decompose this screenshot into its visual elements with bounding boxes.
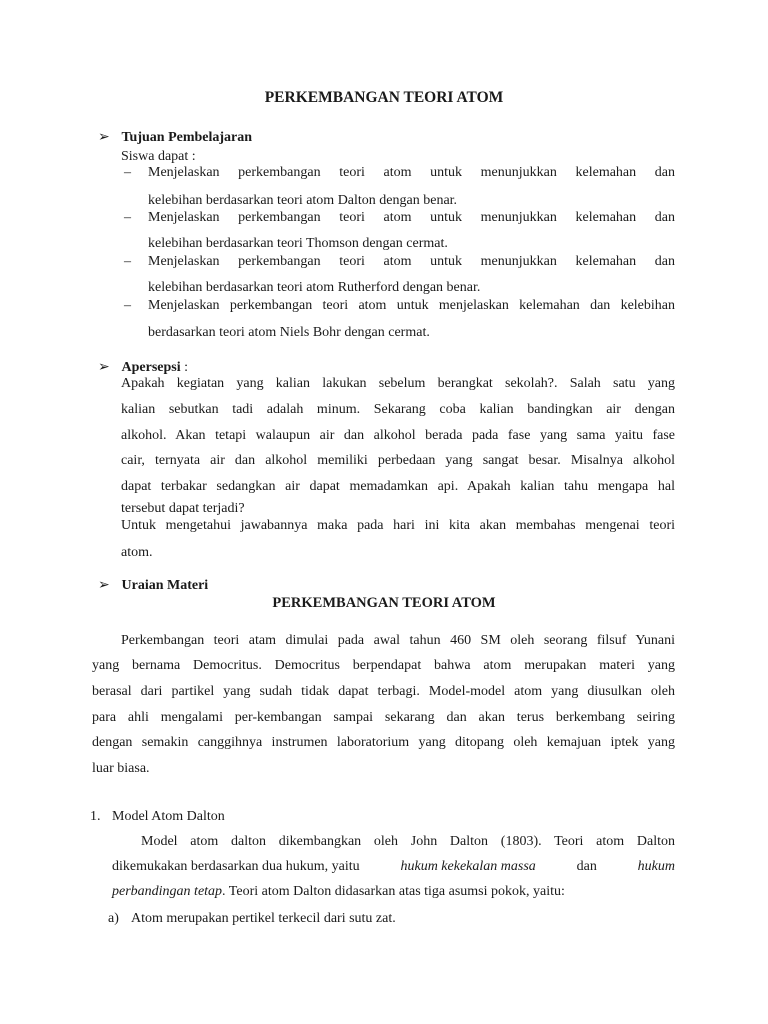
text-segment: . Teori atom Dalton didasarkan atas tiga asumsi pokok, yaitu: — [222, 884, 565, 899]
apersepsi-line: atom. — [121, 545, 153, 560]
section-uraian — [98, 577, 208, 594]
text-segment: dikemukakan berdasarkan dua hukum, yaitu — [112, 859, 360, 874]
dash-bullet-icon: – — [124, 254, 131, 269]
paragraph-line: berasal dari partikel yang sudah tidak dapat terbagi. Model-model atom yang diusulkan oleh — [92, 684, 675, 699]
paragraph-line: Perkembangan teori atam dimulai pada awal tahun 460 SM oleh seorang filsuf Yunani — [121, 633, 675, 648]
heading-colon: : — [180, 360, 189, 375]
apersepsi-line: tersebut dapat terjadi? — [121, 501, 245, 516]
dash-bullet-icon: – — [124, 210, 131, 225]
italic-term: hukum — [637, 859, 675, 874]
section-subtitle: PERKEMBANGAN TEORI ATOM — [272, 595, 496, 611]
tujuan-item-4-line1: Menjelaskan perkembangan teori atom untuk menjelaskan kelemahan dan kelebihan — [148, 298, 675, 313]
tujuan-item-3-line2: kelebihan berdasarkan teori atom Rutherford dengan benar. — [148, 280, 481, 295]
apersepsi-line: Apakah kegiatan yang kalian lakukan sebelum berangkat sekolah?. Salah satu yang — [121, 376, 675, 391]
dash-bullet-icon: – — [124, 298, 131, 313]
dalton-line-1: Model atom dalton dikembangkan oleh John Dalton (1803). Teori atom Dalton — [141, 834, 675, 849]
section-tujuan — [98, 129, 252, 146]
italic-term: hukum kekekalan massa — [400, 859, 536, 874]
section-apersepsi — [98, 359, 188, 376]
tujuan-item-2-line2: kelebihan berdasarkan teori Thomson dengan cermat. — [148, 236, 448, 251]
arrow-bullet-icon: ➢ — [98, 360, 110, 375]
tujuan-intro: Siswa dapat : — [121, 149, 196, 164]
tujuan-item-1-line2: kelebihan berdasarkan teori atom Dalton dengan benar. — [148, 193, 458, 208]
apersepsi-line: cair, ternyata air dan alkohol memiliki perbedaan yang sangat besar. Misalnya alkohol — [121, 453, 675, 468]
tujuan-item-3-line1: Menjelaskan perkembangan teori atom untuk menunjukkan kelemahan dan — [148, 254, 675, 269]
subsection-heading: Model Atom Dalton — [112, 809, 225, 824]
dalton-line-3 — [112, 884, 565, 900]
list-label: a) — [108, 911, 119, 926]
arrow-bullet-icon: ➢ — [98, 578, 110, 593]
section-heading: Apersepsi — [121, 360, 181, 375]
apersepsi-line: dapat terbakar sedangkan air dapat memadamkan api. Apakah kalian tahu mengapa hal — [121, 479, 675, 494]
paragraph-line: luar biasa. — [92, 761, 150, 776]
paragraph-line: yang bernama Democritus. Democritus berpendapat bahwa atom merupakan materi yang — [92, 658, 675, 673]
dash-bullet-icon: – — [124, 165, 131, 180]
section-heading: Tujuan Pembelajaran — [121, 130, 253, 145]
list-item: Atom merupakan pertikel terkecil dari sutu zat. — [131, 911, 396, 926]
tujuan-item-4-line2: berdasarkan teori atom Niels Bohr dengan cermat. — [148, 325, 430, 340]
page-title: PERKEMBANGAN TEORI ATOM — [264, 89, 504, 106]
paragraph-line: para ahli mengalami per-kembangan sampai sekarang dan akan terus berkembang seiring — [92, 710, 675, 725]
apersepsi-line: alkohol. Akan tetapi walaupun air dan alkohol berada pada fase yang sama yaitu fase — [121, 428, 675, 443]
apersepsi-line: kalian sebutkan tadi adalah minum. Sekarang coba kalian bandingkan air dengan — [121, 402, 675, 417]
paragraph-line: dengan semakin canggihnya instrumen laboratorium yang ditopang oleh kemajuan iptek yang — [92, 735, 675, 750]
tujuan-item-1-line1: Menjelaskan perkembangan teori atom untuk menunjukkan kelemahan dan — [148, 165, 675, 180]
italic-term: perbandingan tetap — [112, 884, 223, 899]
dalton-line-2 — [112, 859, 675, 875]
text-segment: dan — [576, 859, 597, 874]
list-number: 1. — [90, 809, 101, 824]
section-heading: Uraian Materi — [121, 578, 209, 593]
tujuan-item-2-line1: Menjelaskan perkembangan teori atom untuk menunjukkan kelemahan dan — [148, 210, 675, 225]
arrow-bullet-icon: ➢ — [98, 130, 110, 145]
apersepsi-line: Untuk mengetahui jawabannya maka pada hari ini kita akan membahas mengenai teori — [121, 518, 675, 533]
